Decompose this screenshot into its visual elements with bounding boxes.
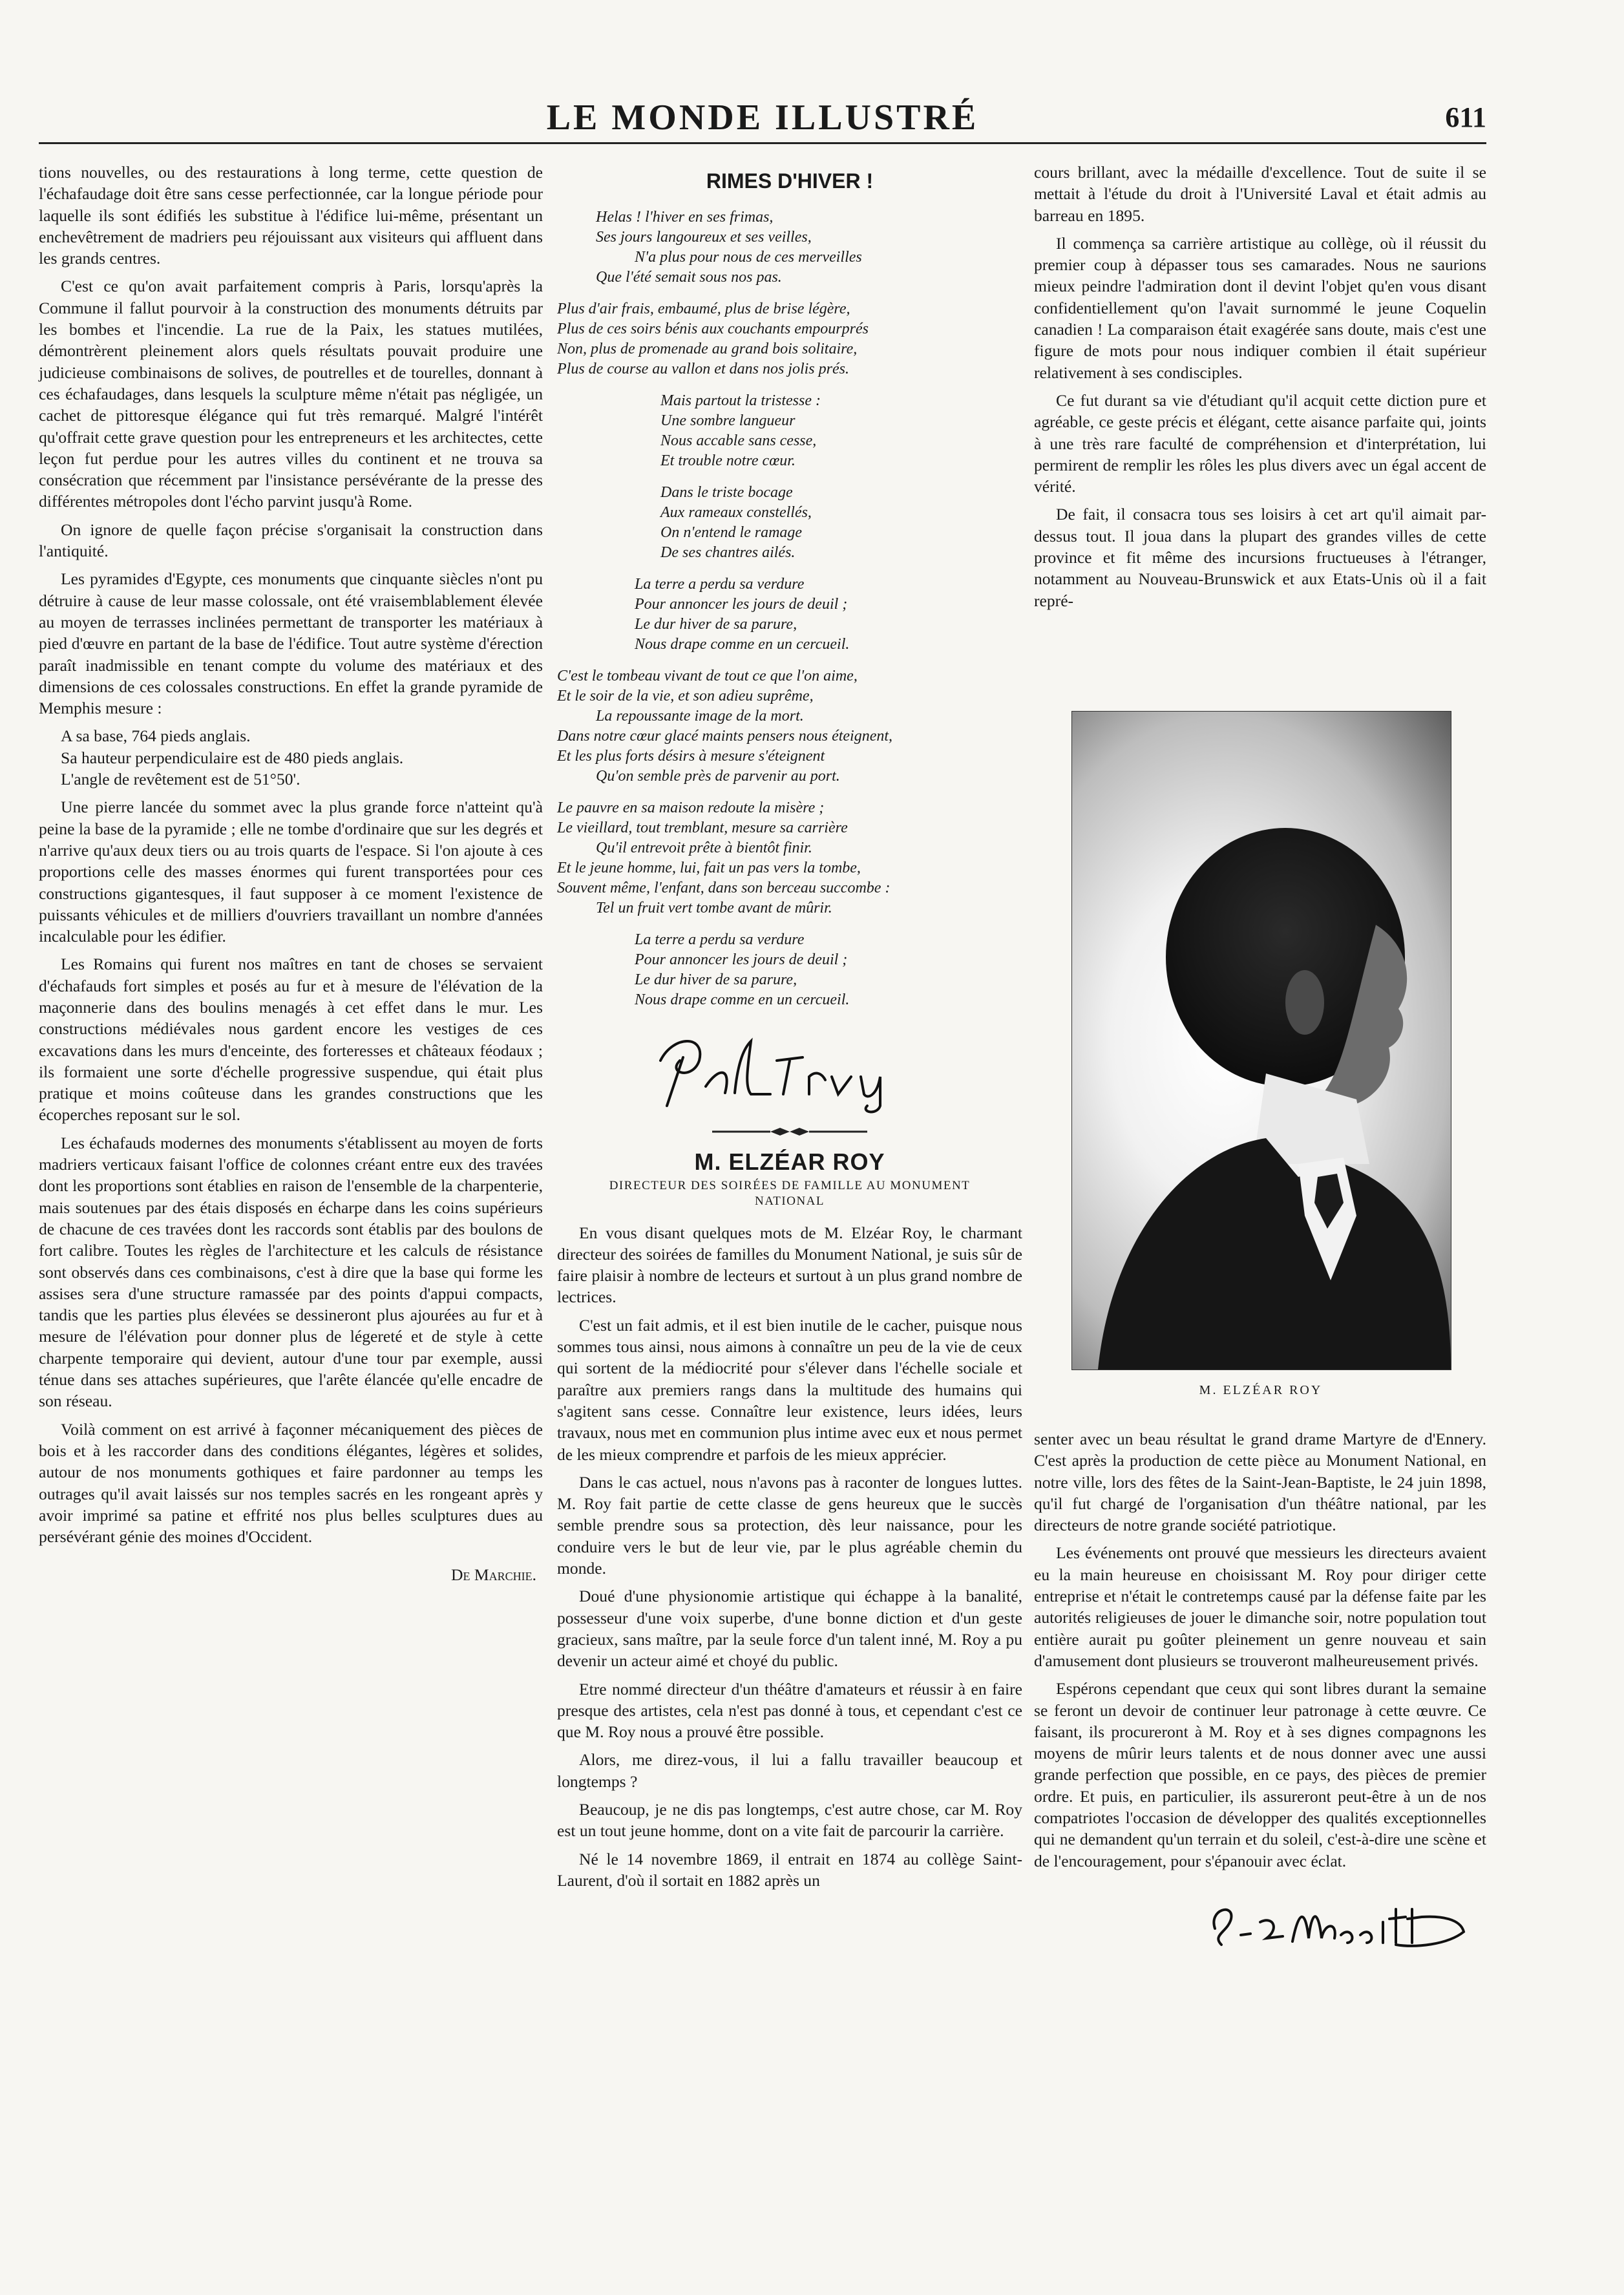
column-right-continued — [1034, 1428, 1486, 1961]
poem-line: Nous drape comme en un cercueil. — [635, 636, 850, 653]
article-title: M. ELZÉAR ROY — [694, 1148, 885, 1176]
column-right — [1034, 162, 1486, 618]
poem-line: Le pauvre en sa maison redoute la misère ; — [557, 799, 825, 817]
paragraph: En vous disant quelques mots de M. Elzéar Roy, le charmant directeur des soirées de familles du Monument National, je suis sûr de faire plaisir à nombre de lecteurs et surtout à un plus grand nombre de lectrices. — [557, 1223, 1022, 1307]
poem-line: Et trouble notre cœur. — [660, 452, 796, 470]
poem-line: Nous accable sans cesse, — [660, 432, 817, 450]
poem-stanza — [557, 299, 1022, 379]
paragraph: Alors, me direz-vous, il lui a fallu travailler beaucoup et longtemps ? — [557, 1750, 1022, 1791]
poem-stanza — [596, 930, 1022, 1010]
paragraph: Une pierre lancée du sommet avec la plus grande force n'atteint qu'à peine la base de la pyramide ; elle ne tombe d'ordinaire que sur les degrés et n'arrive qu'aux deux tiers ou au trois quarts de l'espace. Si l'on ajoute à ces proportions celle des masses énormes qui furent transportées pour ces constructions gigantesques, il faut supposer à ce moment l'existence de puissants véhicules et de milliers d'ouvriers travaillant un nombre d'années incalculable pour les édifier. — [39, 798, 543, 946]
poem-line: Tel un fruit vert tombe avant de mûrir. — [596, 900, 832, 917]
paragraph: Dans le cas actuel, nous n'avons pas à raconter de longues luttes. M. Roy fait partie de cette classe de gens heureux que le succès semble prendre sous sa protection, dès leur naissance, pour les conduire vers le but de leur vie, par le plus agréable chemin du monde. — [557, 1472, 1022, 1578]
poem-line: Le dur hiver de sa parure, — [635, 971, 797, 989]
poem-line: Pour annoncer les jours de deuil ; — [635, 596, 848, 613]
paragraph: C'est ce qu'on avait parfaitement compris à Paris, lorsqu'après la Commune il fallut pourvoir à la construction des monuments détruits par les bombes et l'incendie. La rue de la Paix, les statues mutilées, démontrèrent pleinement alors quels résultats pouvait produire une judicieuse combinaisons de solives, de poutrelles et de tourelles, donnant à ces échafaudages, dans lesquels la sculpture même n'était pas négligée, un cachet de pittoresque élégance qui fut très remarqué. Malgré l'intérêt qu'offrait cette grave question pour les entrepreneurs et les architectes, cette leçon fut perdue pour les autres villes du continent et ne trouva sa consécration que récemment par l'insistance persévérante de la presse des différentes métropoles dont l'écho parvint jusqu'à Rome. — [39, 277, 543, 511]
paragraph: C'est un fait admis, et il est bien inutile de le cacher, puisque nous sommes tous ainsi, nous aimons à connaître un peu de la vie de ceux qui sortent de la médiocrité pour s'élever dans l'échelle sociale et paraître aux premiers rangs dans la multitude des humains qui s'agitent sans cesse. Connaître leur existence, leurs idées, leurs travaux, nous met en communion plus intime avec eux et nous permet de les mieux comprendre et parfois de les mieux apprécier. — [557, 1315, 1022, 1464]
poem-line: Non, plus de promenade au grand bois solitaire, — [557, 341, 858, 358]
portrait-silhouette — [1072, 712, 1451, 1370]
paragraph: Né le 14 novembre 1869, il entrait en 1874 au collège Saint-Laurent, d'où il sortait en 1882 après un — [557, 1849, 1022, 1890]
poem-line: Ses jours langoureux et ses veilles, — [596, 229, 812, 246]
poem-line: C'est le tombeau vivant de tout ce que l'on aime, — [557, 668, 858, 685]
article-subtitle: DIRECTEUR DES SOIRÉES DE FAMILLE AU MONUMENT NATIONAL — [609, 1178, 971, 1208]
poem-stanza — [596, 391, 1022, 471]
poem-line: Une sombre langueur — [660, 412, 796, 430]
poem-line: Mais partout la tristesse : — [660, 392, 821, 410]
portrait-photo — [1071, 711, 1451, 1370]
poem-line: Dans le triste bocage — [660, 484, 793, 502]
poem-line: Plus de ces soirs bénis aux couchants empourprés — [557, 321, 869, 338]
paragraph: Il commença sa carrière artistique au collège, où il réussit du premier coup à dépasser tous ses camarades. Nous ne saurions mieux peindre l'admiration dont il devint l'objet qu'en vous disant confidentiellement qu'on l'avait surnommé le jeune Coquelin canadien ! La comparaison était exagérée sans doute, mais c'est une figure de mots pour nous indiquer combien il était supérieur relativement à ses condisciples. — [1034, 233, 1486, 382]
poem-line: Et le jeune homme, lui, fait un pas vers la tombe, — [557, 860, 861, 877]
paragraph: L'angle de revêtement est de 51°50'. — [61, 770, 301, 789]
poem-line: Helas ! l'hiver en ses frimas, — [596, 209, 774, 226]
column-middle — [557, 162, 1022, 1898]
poem-stanza — [596, 207, 1022, 288]
poem-line: Et le soir de la vie, et son adieu suprême, — [557, 688, 814, 705]
poem-line: Qu'on semble près de parvenir au port. — [596, 768, 840, 785]
poem-signature-handwritten — [622, 1022, 958, 1119]
paragraph: tions nouvelles, ou des restaurations à long terme, cette question de l'échafaudage doit être sans cesse perfectionnée, car la longue période pour laquelle ils sont édifiés les substitue à l'édifice lui-même, présentant un enchevêtrement de madriers peu réjouissant aux visiteurs qui affluent dans les grands centres. — [39, 163, 543, 268]
poem-line: Plus de course au vallon et dans nos jolis prés. — [557, 361, 849, 378]
paragraph: De fait, il consacra tous ses loisirs à cet art qu'il aimait par-dessus tout. Il joua dans la plupart des grandes villes de cette province et fit même des incursions fructueuses à l'étranger, notamment au Nouveau-Brunswick et aux Etats-Unis où il a fait repré- — [1034, 505, 1486, 610]
paragraph: A sa base, 764 pieds anglais. — [61, 726, 251, 746]
page-header — [39, 97, 1486, 144]
poem-line: La terre a perdu sa verdure — [635, 931, 805, 949]
paragraph: Ce fut durant sa vie d'étudiant qu'il acquit cette diction pure et agréable, ce geste précis et élégant, cette aisance parfaite qui, joints à une très rare faculté de compréhension et d'interprétation, lui permirent de remplir les rôles les plus divers avec un égal accent de vérité. — [1034, 390, 1486, 496]
poem-stanza — [557, 666, 1022, 787]
author-signature: De Marchie. — [450, 1565, 536, 1585]
paragraph: Sa hauteur perpendiculaire est de 480 pieds anglais. — [61, 748, 404, 767]
column-left — [39, 162, 543, 1586]
paragraph: Beaucoup, je ne dis pas longtemps, c'est autre chose, car M. Roy est un tout jeune homme, dont on a vite fait de parcourir la carrière. — [557, 1800, 1022, 1841]
poem-line: La terre a perdu sa verdure — [635, 576, 805, 593]
poem-title: RIMES D'HIVER ! — [706, 169, 874, 193]
portrait-caption: M. ELZÉAR ROY — [1199, 1383, 1323, 1397]
paragraph: Espérons cependant que ceux qui sont libres durant la semaine se feront un devoir de continuer leur patronage à cette œuvre. Ce faisant, ils procureront à M. Roy et à ses dignes compagnons les moyens de mûrir leurs talents et de nous donner avec une aussi grande perfection que possible, en ce pays, des pièces de premier ordre. Et puis, en particulier, ils assureront peut-être à un de nos compatriotes l'occasion de développer des qualités exceptionnelles qui ne demandent qu'un terrain et du soleil, c'est-à-dire une scène et de l'encouragement, pour s'épanouir avec éclat. — [1034, 1679, 1486, 1870]
poem-line: Le vieillard, tout tremblant, mesure sa carrière — [557, 820, 848, 837]
article-signature-handwritten — [1202, 1883, 1473, 1961]
poem-line: Dans notre cœur glacé maints pensers nous éteignent, — [557, 728, 893, 745]
paragraph: Les pyramides d'Egypte, ces monuments que cinquante siècles n'ont pu détruire à cause de leur masse colossale, ont été vraisemblablement élevée au moyen de terrasses inclinées permettant de transporter les matériaux à pied d'œuvre en partant de la base de l'édifice. Tout autre système d'érection paraît inadmissible en tenant compte du volume des matériaux et des dimensions de ces colossales constructions. En effet la grande pyramide de Memphis mesure : — [39, 569, 543, 718]
poem-line: N'a plus pour nous de ces merveilles — [635, 249, 862, 266]
paragraph: Les échafauds modernes des monuments s'établissent au moyen de forts madriers verticaux faisant l'office de colonnes créant entre eux des travées dont les proportions sont établies en raison de l'ensemble de la charpenterie, mais soutenues par des étais disposés en écharpe dans les coins supérieurs de chacune de ces travées dont les raccords sont établis par des boulons de fort calibre. Toutes les règles de l'architecture et les calculs de résistance sont observés dans ces combinaisons, c'est à dire que la base qui forme les assises sera d'une structure ramassée par des points d'appui compacts, tandis que les parties plus élevées se dessineront plus ajourées au fur et à mesure de l'élévation pour donner plus de légereté et de style à cette charpente temporaire qui devient, autour d'une tour par exemple, aussi ténue dans ses attaches supérieures, que l'arête élancée qu'elle encadre de son réseau. — [39, 1133, 543, 1411]
poem-line: Plus d'air frais, embaumé, plus de brise légère, — [557, 301, 850, 318]
paragraph: Les Romains qui furent nos maîtres en tant de choses se servaient d'échafauds fort simples et posés au fur et à mesure de l'élévation de la maçonnerie dans des boulins menagés à cet effet dans le mur. Les constructions médiévales nous gardent encore les vestiges de ces excavations dans les murs d'enceinte, des forteresses et châteaux féodaux ; ils formaient une sorte d'échelle progressive suspendue, qui était plus pratique et moins coûteuse dans les grandes constructions que les écoperches reposant sur le sol. — [39, 955, 543, 1125]
journal-title: LE MONDE ILLUSTRÉ — [546, 98, 979, 138]
page-number: 611 — [1445, 101, 1486, 133]
poem-body — [557, 207, 1022, 1010]
paragraph: senter avec un beau résultat le grand drame Martyre de d'Ennery. C'est après la production de cette pièce au Monument National, en notre ville, lors des fêtes de la Saint-Jean-Baptiste, le 24 juin 1898, qu'il fut chargé de l'organisation d'un théâtre national, par les directeurs de notre grande société patriotique. — [1034, 1430, 1486, 1535]
poem-stanza — [596, 483, 1022, 563]
poem-line: Le dur hiver de sa parure, — [635, 616, 797, 633]
paragraph: cours brillant, avec la médaille d'excellence. Tout de suite il se mettait à l'étude du droit à l'Université Laval et était admis au barreau en 1895. — [1034, 163, 1486, 225]
poem-line: Nous drape comme en un cercueil. — [635, 991, 850, 1009]
poem-stanza — [596, 575, 1022, 655]
poem-line: Et les plus forts désirs à mesure s'éteignent — [557, 748, 825, 765]
poem-line: Qu'il entrevoit prête à bientôt finir. — [596, 840, 812, 857]
ornamental-divider — [706, 1125, 874, 1138]
paragraph: Les événements ont prouvé que messieurs les directeurs avaient eu la main heureuse en choisissant M. Roy pour diriger cette entreprise et n'était le contretemps causé par la défense faite par les autorités religieuses de jouer le dimanche soir, notre population tout entière aurait pu goûter pleinement un genre nouveau et sain d'amusement dont plusieurs se trouveront malheureusement privés. — [1034, 1543, 1486, 1670]
poem-stanza — [557, 798, 1022, 918]
poem-line: La repoussante image de la mort. — [596, 708, 804, 725]
paragraph: Voilà comment on est arrivé à façonner mécaniquement des pièces de bois et à les raccorder dans des conditions élégantes, légères et solides, autour de nos monuments gothiques et faire pardonner au temps les outrages qu'il avait laissés sur nos temples sacrés en les rongeant après y avoir imprimé sa patine et effrité nos plus belles sculptures dues au persévérant génie des moines d'Occident. — [39, 1419, 543, 1547]
poem-line: Aux rameaux constellés, — [660, 504, 812, 522]
poem-line: Pour annoncer les jours de deuil ; — [635, 951, 848, 969]
paragraph: Doué d'une physionomie artistique qui échappe à la banalité, possesseur d'une voix superbe, d'une bonne diction et d'un geste gracieux, sans maître, par la seule force d'un talent inné, M. Roy a pu devenir un acteur aimé et choyé du public. — [557, 1587, 1022, 1671]
poem-line: Que l'été semait sous nos pas. — [596, 269, 782, 286]
poem-line: De ses chantres ailés. — [660, 544, 796, 562]
paragraph: Etre nommé directeur d'un théâtre d'amateurs et réussir à en faire presque des artistes, cela n'est pas donné à tous, et cependant c'est ce que M. Roy nous a prouvé être possible. — [557, 1679, 1022, 1742]
poem-line: Souvent même, l'enfant, dans son berceau succombe : — [557, 880, 891, 897]
paragraph: On ignore de quelle façon précise s'organisait la construction dans l'antiquité. — [39, 520, 543, 561]
poem-line: On n'entend le ramage — [660, 524, 803, 542]
